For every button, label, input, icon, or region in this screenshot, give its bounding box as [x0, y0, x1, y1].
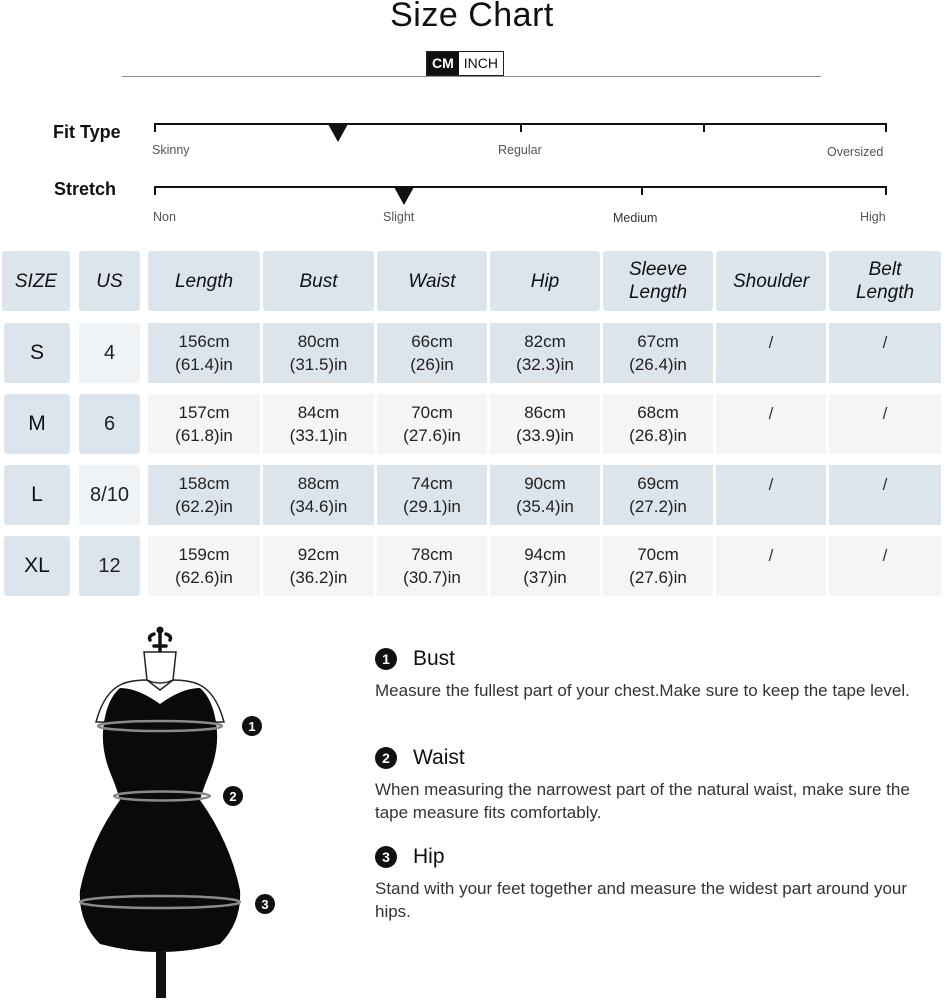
value-in: (29.1)in: [403, 497, 461, 516]
size-cell: S: [4, 323, 70, 383]
shoulder-cell: /: [716, 323, 826, 383]
value-in: (62.6)in: [175, 568, 233, 587]
measure-bust: [375, 647, 920, 702]
us-cell: 12: [79, 536, 140, 596]
unit-toggle[interactable]: [426, 51, 504, 76]
fit-type-tick: [703, 123, 705, 132]
value-cm: 66cm: [411, 332, 453, 351]
value-cm: 70cm: [637, 545, 679, 564]
value-in: (33.1)in: [289, 426, 348, 445]
value-in: (62.2)in: [175, 497, 233, 516]
value-cm: 67cm: [637, 332, 679, 351]
value-cm: 157cm: [178, 403, 230, 422]
measure-title: [375, 746, 920, 770]
header-belt-line: Length: [855, 282, 915, 303]
shoulder-cell: /: [716, 394, 826, 454]
waist-cell: [377, 536, 487, 596]
bust-cell: [263, 323, 374, 383]
value-cm: 68cm: [637, 403, 679, 422]
value-cm: 156cm: [178, 332, 230, 351]
bust-cell: [263, 465, 374, 525]
waist-cell: [377, 323, 487, 383]
stretch-tick: [154, 186, 156, 195]
bust-cell: [263, 394, 374, 454]
size-cell: XL: [4, 536, 70, 596]
value-in: (26.8)in: [629, 426, 687, 445]
unit-cm-button[interactable]: CM: [427, 52, 459, 75]
us-cell: 8/10: [79, 465, 140, 525]
fit-type-option: Regular: [498, 143, 542, 157]
value-in: (27.2)in: [629, 497, 687, 516]
fit-type-label: Fit Type: [53, 122, 121, 142]
page-title: Size Chart: [390, 0, 554, 34]
header-belt-length: [829, 251, 941, 311]
value-cm: 158cm: [178, 474, 230, 493]
sleeve-cell: [603, 394, 713, 454]
stretch-option: Medium: [613, 211, 658, 225]
header-waist: Waist: [377, 251, 487, 311]
value-in: (61.8)in: [175, 426, 233, 445]
value-cm: 94cm: [524, 545, 566, 564]
length-cell: [148, 536, 260, 596]
value-in: (32.3)in: [516, 355, 574, 374]
unit-inch-button[interactable]: INCH: [463, 55, 499, 71]
measure-title-text: Hip: [413, 845, 445, 868]
value-in: (37)in: [523, 568, 567, 587]
size-cell: M: [4, 394, 70, 454]
length-cell: [148, 465, 260, 525]
value-cm: 82cm: [524, 332, 566, 351]
fit-type-tick: [885, 123, 887, 132]
belt-cell: /: [829, 394, 941, 454]
value-cm: 74cm: [411, 474, 453, 493]
value-in: (26.4)in: [629, 355, 687, 374]
header-sleeve-line: Length: [628, 282, 688, 303]
measure-description: When measuring the narrowest part of the natural waist, make sure the tape measure fits comfortably.: [375, 780, 910, 822]
value-in: (33.9)in: [516, 426, 574, 445]
stretch-label: Stretch: [54, 179, 117, 199]
stretch-option: High: [860, 210, 886, 224]
us-cell: 6: [79, 394, 140, 454]
value-cm: 84cm: [297, 403, 340, 422]
value-cm: 78cm: [411, 545, 453, 564]
shoulder-cell: /: [716, 465, 826, 525]
waist-cell: [377, 394, 487, 454]
header-bust: Bust: [263, 251, 374, 311]
hip-cell: [490, 536, 600, 596]
measure-hip: [375, 845, 920, 923]
header-sleeve-line: Sleeve: [628, 259, 688, 280]
measure-title-text: Waist: [413, 746, 465, 769]
value-cm: 90cm: [524, 474, 566, 493]
value-cm: 88cm: [297, 474, 340, 493]
value-cm: 80cm: [297, 332, 340, 351]
measure-description: Measure the fullest part of your chest.Make sure to keep the tape level.: [375, 681, 910, 700]
dress-form-figure: [70, 622, 290, 1000]
header-belt-line: Belt: [868, 259, 902, 280]
marker-label: 2: [229, 789, 237, 804]
title-divider: [122, 76, 821, 77]
number-3-icon: 3: [375, 846, 397, 868]
value-in: (36.2)in: [289, 568, 348, 587]
value-cm: 69cm: [637, 474, 679, 493]
value-in: (61.4)in: [175, 355, 233, 374]
value-in: (27.6)in: [629, 568, 687, 587]
measure-title: [375, 647, 920, 671]
stretch-scale: [154, 186, 887, 188]
stretch-option: Non: [153, 210, 176, 224]
hip-cell: [490, 465, 600, 525]
fit-type-tick: [520, 123, 522, 132]
length-cell: [148, 323, 260, 383]
sleeve-cell: [603, 536, 713, 596]
header-hip: Hip: [490, 251, 600, 311]
us-cell: 4: [79, 323, 140, 383]
shoulder-cell: /: [716, 536, 826, 596]
measure-waist: [375, 746, 920, 824]
form-stand: [156, 952, 166, 998]
value-in: (26)in: [410, 355, 454, 374]
bust-cell: [263, 536, 374, 596]
header-shoulder: Shoulder: [716, 251, 826, 311]
value-in: (34.6)in: [289, 497, 348, 516]
value-cm: 159cm: [178, 545, 230, 564]
sleeve-cell: [603, 323, 713, 383]
value-in: (31.5)in: [289, 355, 348, 374]
fit-type-option: Oversized: [827, 145, 884, 159]
value-cm: 92cm: [297, 545, 340, 564]
marker-label: 3: [261, 897, 269, 912]
hip-cell: [490, 394, 600, 454]
hip-cell: [490, 323, 600, 383]
stretch-tick: [641, 186, 643, 195]
stretch-tick: [885, 186, 887, 195]
header-us: US: [79, 251, 140, 311]
value-cm: 86cm: [524, 403, 566, 422]
form-neck: [144, 652, 176, 683]
value-cm: 70cm: [411, 403, 453, 422]
sleeve-cell: [603, 465, 713, 525]
fit-type-marker: [328, 124, 348, 142]
length-cell: [148, 394, 260, 454]
size-cell: L: [4, 465, 70, 525]
marker-label: 1: [248, 719, 256, 734]
value-in: (27.6)in: [403, 426, 461, 445]
stretch-option: Slight: [383, 210, 415, 224]
value-in: (30.7)in: [403, 568, 461, 587]
measure-title: [375, 845, 920, 869]
waist-cell: [377, 465, 487, 525]
belt-cell: /: [829, 536, 941, 596]
belt-cell: /: [829, 323, 941, 383]
header-length: Length: [148, 251, 260, 311]
measure-description: Stand with your feet together and measure the widest part around your hips.: [375, 879, 908, 921]
header-sleeve-length: [603, 251, 713, 311]
fit-type-option: Skinny: [152, 143, 190, 157]
number-2-icon: 2: [375, 747, 397, 769]
header-size: SIZE: [2, 251, 70, 311]
fit-type-tick: [154, 123, 156, 132]
stretch-marker: [394, 187, 414, 205]
value-in: (35.4)in: [516, 497, 574, 516]
belt-cell: /: [829, 465, 941, 525]
measure-title-text: Bust: [413, 647, 456, 670]
number-1-icon: 1: [375, 648, 397, 670]
